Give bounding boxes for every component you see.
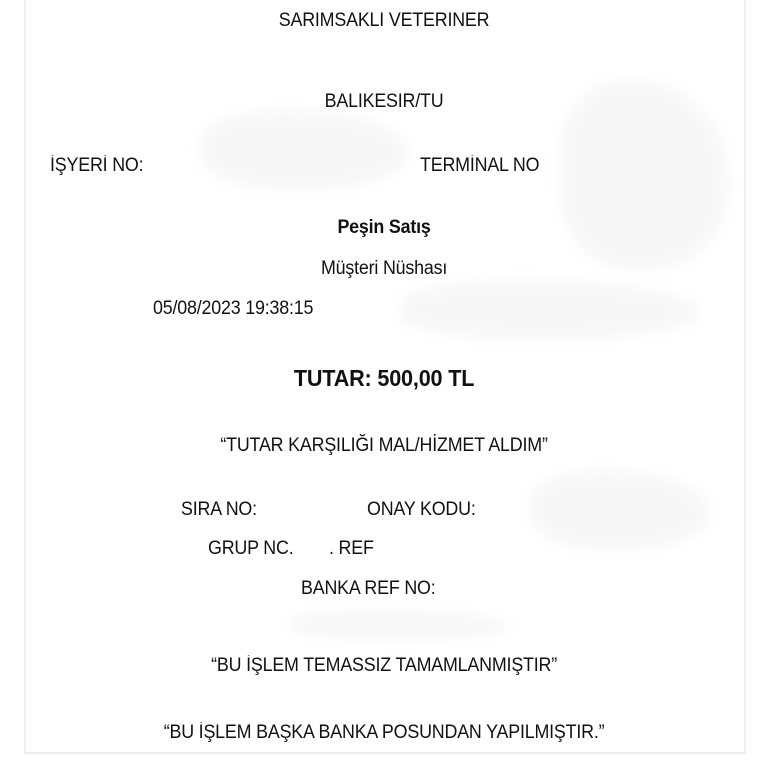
acknowledgement-text: “TUTAR KARŞILIĞI MAL/HİZMET ALDIM” xyxy=(220,435,548,456)
contactless-note: “BU İŞLEM TEMASSIZ TAMAMLANMIŞTIR” xyxy=(211,655,558,676)
other-bank-pos-note: “BU İŞLEM BAŞKA BANKA POSUNDAN YAPILMIŞTIR.” xyxy=(163,722,605,743)
merchant-no-label: İŞYERİ NO: xyxy=(50,155,144,176)
transaction-type: Peşin Satış xyxy=(337,217,431,238)
ref-label: . REF xyxy=(329,538,374,559)
copy-type: Müşteri Nüshası xyxy=(320,258,448,279)
sequence-no-label: SIRA NO: xyxy=(181,499,257,520)
merchant-name: SARIMSAKLI VETERINER xyxy=(278,10,490,31)
bank-ref-no-label: BANKA REF NO: xyxy=(301,578,436,599)
approval-code-label: ONAY KODU: xyxy=(367,499,476,520)
redaction-mark xyxy=(290,610,510,640)
merchant-location: BALIKESIR/TU xyxy=(324,91,444,112)
group-no-label: GRUP NC. xyxy=(208,538,294,559)
transaction-datetime: 05/08/2023 19:38:15 xyxy=(153,298,314,319)
terminal-no-label: TERMİNAL NO xyxy=(420,155,540,176)
amount-total: TUTAR: 500,00 TL xyxy=(293,365,475,391)
